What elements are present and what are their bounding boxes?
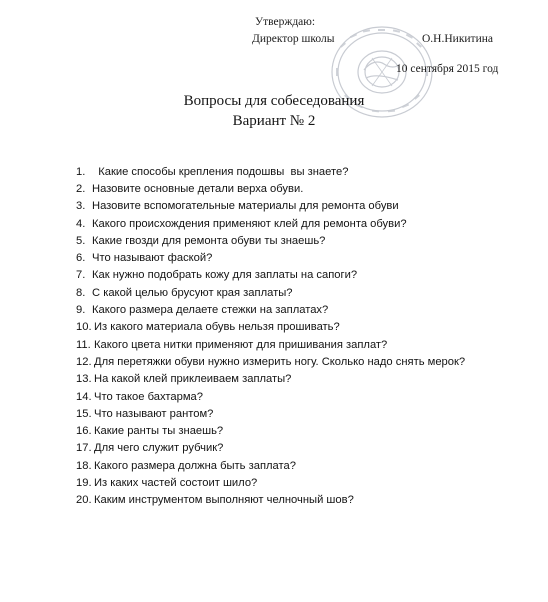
question-item — [76, 457, 465, 474]
question-text: Какого происхождения применяют клей для ремонта обуви? — [92, 217, 407, 230]
question-item — [76, 215, 465, 232]
question-text: Какого размера делаете стежки на заплатах? — [92, 304, 329, 317]
approval-date: 10 сентября 2015 год — [396, 63, 499, 75]
question-text: Как нужно подобрать кожу для заплаты на сапоги? — [92, 269, 358, 282]
question-item — [76, 180, 465, 197]
question-text: На какой клей приклеиваем заплаты? — [94, 373, 292, 386]
question-number: 3. — [76, 200, 86, 213]
question-text: Что называют фаской? — [92, 252, 213, 265]
question-number: 9. — [76, 304, 86, 317]
question-item — [76, 163, 465, 180]
question-number: 10. — [76, 321, 92, 334]
question-item — [76, 353, 465, 370]
question-item — [76, 232, 465, 249]
question-text: Что называют рантом? — [94, 407, 214, 420]
question-item — [76, 492, 465, 509]
question-number: 12. — [76, 355, 92, 368]
question-item — [76, 371, 465, 388]
question-item — [76, 198, 465, 215]
question-number: 20. — [76, 494, 92, 507]
question-number: 5. — [76, 234, 86, 247]
question-text: Какого цвета нитки применяют для пришивания заплат? — [94, 338, 388, 351]
question-number: 6. — [76, 252, 86, 265]
question-text: Назовите вспомогательные материалы для ремонта обуви — [92, 200, 399, 213]
question-text: Какие способы крепления подошвы вы знаете? — [92, 165, 349, 178]
question-list — [76, 163, 465, 509]
question-number: 11. — [76, 338, 91, 351]
question-item — [76, 249, 465, 266]
question-number: 19. — [76, 476, 92, 489]
question-text: Из каких частей состоит шило? — [94, 476, 258, 489]
question-item — [76, 388, 465, 405]
question-item — [76, 284, 465, 301]
question-text: Каким инструментом выполняют челночный шов? — [94, 494, 354, 507]
question-number: 13. — [76, 373, 92, 386]
question-text: Для чего служит рубчик? — [94, 442, 224, 455]
question-item — [76, 405, 465, 422]
question-text: Для перетяжки обуви нужно измерить ногу. Сколько надо снять мерок? — [94, 355, 466, 368]
question-text: Из какого материала обувь нельзя прошивать? — [94, 321, 340, 334]
question-item — [76, 422, 465, 439]
question-number: 15. — [76, 407, 92, 420]
question-item — [76, 336, 465, 353]
question-number: 14. — [76, 390, 92, 403]
question-item — [76, 267, 465, 284]
document-title: Вопросы для собеседования — [183, 93, 365, 109]
question-text: Какие ранты ты знаешь? — [94, 425, 224, 438]
question-number: 1. — [76, 165, 86, 178]
approver-name: О.Н.Никитина — [422, 33, 493, 45]
question-item — [76, 301, 465, 318]
question-number: 8. — [76, 286, 86, 299]
question-number: 7. — [76, 269, 86, 282]
question-text: С какой целью брусуют края заплаты? — [92, 286, 293, 299]
question-text: Какого размера должна быть заплата? — [94, 459, 296, 472]
question-number: 16. — [76, 425, 92, 438]
question-item — [76, 319, 465, 336]
question-number: 2. — [76, 182, 86, 195]
approval-label: Утверждаю: — [255, 16, 316, 28]
question-text: Назовите основные детали верха обуви. — [92, 182, 304, 195]
question-item — [76, 440, 465, 457]
variant-number: Вариант № 2 — [232, 113, 316, 129]
question-number: 18. — [76, 459, 92, 472]
approver-position: Директор школы — [252, 33, 335, 45]
question-number: 4. — [76, 217, 86, 230]
question-item — [76, 474, 465, 491]
question-text: Какие гвозди для ремонта обуви ты знаешь? — [92, 234, 326, 247]
question-text: Что такое бахтарма? — [94, 390, 203, 403]
question-number: 17. — [76, 442, 92, 455]
